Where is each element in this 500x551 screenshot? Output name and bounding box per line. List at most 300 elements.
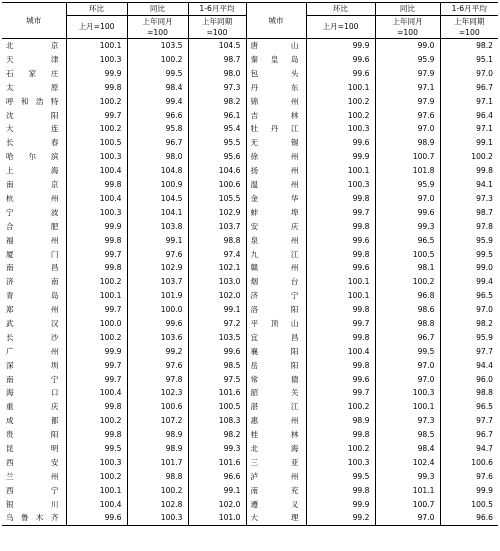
city-name-right: 徐州 xyxy=(246,150,306,164)
mom-value-right: 100.3 xyxy=(306,178,375,192)
city-name-left: 深圳 xyxy=(2,358,66,372)
city-name-right: 岳阳 xyxy=(246,358,306,372)
avg-value-right: 97.1 xyxy=(476,96,493,106)
yoy-value-left: 95.8 xyxy=(127,122,188,136)
mom-value-left: 100.2 xyxy=(66,470,127,484)
table-row xyxy=(2,372,498,386)
yoy-value-left: 98.9 xyxy=(127,442,188,456)
yoy-value-left: 103.8 xyxy=(127,220,188,234)
avg-column-header-left: 1-6月平均 xyxy=(188,3,246,16)
yoy-value-left: 99.5 xyxy=(127,67,188,81)
yoy-value-left: 99.2 xyxy=(127,345,188,359)
avg-value-right: 98.8 xyxy=(476,388,493,398)
city-name-left: 重庆 xyxy=(2,400,66,414)
yoy-value-right: 101.1 xyxy=(375,484,440,498)
yoy-value-right: 100.5 xyxy=(375,247,440,261)
city-name-left: 银川 xyxy=(2,497,66,511)
mom-value-right: 98.9 xyxy=(306,414,375,428)
table-row xyxy=(2,289,498,303)
avg-value-right: 97.1 xyxy=(476,124,493,134)
table-row xyxy=(2,470,498,484)
avg-value-right: 96.0 xyxy=(476,374,493,384)
table-row xyxy=(2,261,498,275)
city-name-right: 北海 xyxy=(246,442,306,456)
avg-value-right: 100.6 xyxy=(471,457,493,467)
avg-value-left: 97.2 xyxy=(188,317,246,331)
table-row xyxy=(2,414,498,428)
city-name-right: 湛江 xyxy=(246,400,306,414)
table-row xyxy=(2,331,498,345)
mom-value-left: 100.3 xyxy=(66,206,127,220)
table-row xyxy=(2,95,498,109)
avg-value-left: 104.6 xyxy=(188,164,246,178)
mom-base-left: 上月=100 xyxy=(66,16,127,39)
yoy-value-right: 96.8 xyxy=(375,289,440,303)
avg-value-left: 97.4 xyxy=(188,247,246,261)
yoy-value-left: 101.7 xyxy=(127,456,188,470)
table-row xyxy=(2,400,498,414)
city-name-left: 长春 xyxy=(2,136,66,150)
yoy-value-right: 101.8 xyxy=(375,164,440,178)
mom-value-right: 99.8 xyxy=(306,247,375,261)
mom-value-right: 99.6 xyxy=(306,67,375,81)
yoy-value-left: 103.5 xyxy=(127,39,188,53)
city-name-right: 温州 xyxy=(246,178,306,192)
city-name-right: 烟台 xyxy=(246,275,306,289)
yoy-value-right: 100.7 xyxy=(375,497,440,511)
city-name-left: 济南 xyxy=(2,275,66,289)
avg-value-right: 96.4 xyxy=(476,110,493,120)
avg-value-left: 101.0 xyxy=(188,511,246,525)
city-name-left: 贵阳 xyxy=(2,428,66,442)
mom-value-right: 100.3 xyxy=(306,456,375,470)
yoy-value-right: 98.6 xyxy=(375,303,440,317)
yoy-value-left: 98.0 xyxy=(127,150,188,164)
mom-value-left: 99.8 xyxy=(66,233,127,247)
yoy-value-right: 97.9 xyxy=(375,95,440,109)
avg-value-right: 99.5 xyxy=(476,249,493,259)
city-name-right: 牡丹江 xyxy=(246,122,306,136)
mom-value-left: 99.6 xyxy=(66,511,127,525)
mom-value-left: 100.2 xyxy=(66,122,127,136)
mom-value-right: 100.1 xyxy=(306,289,375,303)
table-row xyxy=(2,164,498,178)
city-name-left: 郑州 xyxy=(2,303,66,317)
mom-value-right: 100.2 xyxy=(306,95,375,109)
table-row xyxy=(2,386,498,400)
yoy-value-right: 96.7 xyxy=(375,331,440,345)
mom-value-left: 100.3 xyxy=(66,150,127,164)
city-name-left: 呼和浩特 xyxy=(2,95,66,109)
yoy-value-right: 99.0 xyxy=(375,39,440,53)
yoy-value-left: 100.6 xyxy=(127,400,188,414)
mom-value-right: 99.2 xyxy=(306,511,375,525)
house-price-index-table xyxy=(2,2,498,526)
avg-value-right: 94.7 xyxy=(476,443,493,453)
mom-value-left: 99.7 xyxy=(66,372,127,386)
mom-value-right: 99.9 xyxy=(306,150,375,164)
avg-value-right: 98.2 xyxy=(476,41,493,51)
mom-value-right: 99.8 xyxy=(306,428,375,442)
yoy-value-right: 97.1 xyxy=(375,81,440,95)
avg-value-left: 100.6 xyxy=(188,178,246,192)
mom-value-right: 100.1 xyxy=(306,275,375,289)
city-name-left: 乌鲁木齐 xyxy=(2,511,66,525)
yoy-value-left: 96.7 xyxy=(127,136,188,150)
city-name-right: 锦州 xyxy=(246,95,306,109)
city-name-left: 成都 xyxy=(2,414,66,428)
mom-value-right: 100.2 xyxy=(306,442,375,456)
city-name-right: 九江 xyxy=(246,247,306,261)
avg-value-left: 99.1 xyxy=(188,484,246,498)
avg-value-left: 101.6 xyxy=(188,456,246,470)
avg-value-right: 99.4 xyxy=(476,277,493,287)
avg-value-left: 95.5 xyxy=(188,136,246,150)
yoy-value-right: 99.5 xyxy=(375,345,440,359)
mom-value-right: 99.8 xyxy=(306,192,375,206)
avg-value-left: 101.6 xyxy=(188,386,246,400)
avg-value-right: 97.6 xyxy=(476,471,493,481)
avg-value-left: 104.5 xyxy=(188,39,246,53)
mom-value-left: 99.8 xyxy=(66,428,127,442)
city-name-right: 蚌埠 xyxy=(246,206,306,220)
mom-value-left: 99.8 xyxy=(66,178,127,192)
table-row xyxy=(2,497,498,511)
table-row xyxy=(2,122,498,136)
city-name-right: 泸州 xyxy=(246,470,306,484)
yoy-value-right: 99.6 xyxy=(375,206,440,220)
yoy-value-right: 97.0 xyxy=(375,511,440,525)
avg-value-left: 97.3 xyxy=(188,81,246,95)
table-row xyxy=(2,81,498,95)
avg-base-right-1: 上年同期 xyxy=(440,16,498,28)
avg-value-left: 102.0 xyxy=(188,497,246,511)
avg-value-left: 99.6 xyxy=(188,345,246,359)
city-name-right: 南充 xyxy=(246,484,306,498)
city-name-left: 南京 xyxy=(2,178,66,192)
table-row xyxy=(2,317,498,331)
city-name-right: 泉州 xyxy=(246,233,306,247)
mom-value-right: 100.2 xyxy=(306,108,375,122)
mom-value-right: 100.4 xyxy=(306,345,375,359)
avg-value-left: 103.5 xyxy=(188,331,246,345)
city-name-left: 青岛 xyxy=(2,289,66,303)
table-row xyxy=(2,303,498,317)
mom-value-left: 99.5 xyxy=(66,442,127,456)
table-row xyxy=(2,150,498,164)
avg-value-left: 98.0 xyxy=(188,67,246,81)
city-name-right: 扬州 xyxy=(246,164,306,178)
avg-value-right: 98.7 xyxy=(476,207,493,217)
city-name-left: 大连 xyxy=(2,122,66,136)
mom-base-right: 上月=100 xyxy=(306,16,375,39)
city-name-right: 安庆 xyxy=(246,220,306,234)
city-name-right: 大理 xyxy=(246,511,306,525)
yoy-value-left: 99.4 xyxy=(127,95,188,109)
city-name-left: 西宁 xyxy=(2,484,66,498)
mom-value-left: 99.9 xyxy=(66,345,127,359)
yoy-value-right: 98.5 xyxy=(375,428,440,442)
avg-base-left-1: 上年同期 xyxy=(188,16,246,28)
mom-value-left: 100.2 xyxy=(66,275,127,289)
mom-value-right: 99.6 xyxy=(306,372,375,386)
avg-value-left: 100.5 xyxy=(188,400,246,414)
city-name-right: 包头 xyxy=(246,67,306,81)
mom-value-left: 99.7 xyxy=(66,358,127,372)
mom-value-left: 100.4 xyxy=(66,386,127,400)
mom-value-right: 99.6 xyxy=(306,53,375,67)
avg-value-right: 95.1 xyxy=(476,55,493,65)
avg-value-right: 95.9 xyxy=(476,332,493,342)
mom-value-right: 99.7 xyxy=(306,386,375,400)
yoy-value-right: 95.9 xyxy=(375,53,440,67)
city-name-right: 三亚 xyxy=(246,456,306,470)
mom-value-left: 99.8 xyxy=(66,81,127,95)
avg-value-left: 98.5 xyxy=(188,358,246,372)
yoy-value-right: 98.4 xyxy=(375,442,440,456)
city-name-right: 济宁 xyxy=(246,289,306,303)
yoy-value-left: 100.2 xyxy=(127,53,188,67)
yoy-value-right: 97.3 xyxy=(375,414,440,428)
mom-value-right: 99.7 xyxy=(306,317,375,331)
yoy-value-left: 100.3 xyxy=(127,511,188,525)
yoy-value-right: 97.0 xyxy=(375,372,440,386)
city-name-right: 无锡 xyxy=(246,136,306,150)
mom-value-right: 99.8 xyxy=(306,220,375,234)
yoy-value-left: 107.2 xyxy=(127,414,188,428)
mom-value-right: 100.2 xyxy=(306,400,375,414)
city-name-left: 北京 xyxy=(2,39,66,53)
avg-base-right-2: =100 xyxy=(440,27,498,39)
mom-value-left: 99.9 xyxy=(66,220,127,234)
city-name-left: 海口 xyxy=(2,386,66,400)
table-row xyxy=(2,136,498,150)
city-column-header-left: 城市 xyxy=(2,3,66,39)
mom-value-left: 99.7 xyxy=(66,303,127,317)
avg-value-right: 99.8 xyxy=(476,166,493,176)
avg-value-left: 103.0 xyxy=(188,275,246,289)
mom-value-right: 99.9 xyxy=(306,39,375,53)
yoy-value-left: 97.6 xyxy=(127,358,188,372)
city-name-right: 吉林 xyxy=(246,108,306,122)
mom-value-left: 99.8 xyxy=(66,400,127,414)
avg-value-right: 99.9 xyxy=(476,485,493,495)
mom-value-left: 99.8 xyxy=(66,261,127,275)
avg-value-left: 98.2 xyxy=(188,428,246,442)
mom-value-left: 100.2 xyxy=(66,414,127,428)
city-name-left: 合肥 xyxy=(2,220,66,234)
yoy-value-left: 98.9 xyxy=(127,428,188,442)
table-row xyxy=(2,456,498,470)
avg-value-left: 97.5 xyxy=(188,372,246,386)
mom-column-header-left: 环比 xyxy=(66,3,127,16)
avg-value-left: 102.0 xyxy=(188,289,246,303)
avg-value-right: 100.2 xyxy=(471,152,493,162)
mom-column-header-right: 环比 xyxy=(306,3,375,16)
mom-value-right: 99.8 xyxy=(306,331,375,345)
yoy-value-right: 100.2 xyxy=(375,275,440,289)
table-row xyxy=(2,428,498,442)
yoy-value-right: 97.6 xyxy=(375,108,440,122)
yoy-value-left: 98.4 xyxy=(127,81,188,95)
mom-value-left: 100.2 xyxy=(66,331,127,345)
mom-value-right: 99.6 xyxy=(306,136,375,150)
city-name-left: 石家庄 xyxy=(2,67,66,81)
table-row xyxy=(2,247,498,261)
yoy-value-left: 96.6 xyxy=(127,108,188,122)
yoy-value-right: 99.3 xyxy=(375,220,440,234)
city-name-left: 兰州 xyxy=(2,470,66,484)
yoy-base-right-2: =100 xyxy=(375,27,440,39)
avg-value-right: 97.0 xyxy=(476,68,493,78)
table-row xyxy=(2,67,498,81)
yoy-column-header-right: 同比 xyxy=(375,3,440,16)
table-row xyxy=(2,358,498,372)
avg-value-left: 102.1 xyxy=(188,261,246,275)
city-name-right: 桂林 xyxy=(246,428,306,442)
mom-value-left: 100.1 xyxy=(66,39,127,53)
table-row xyxy=(2,484,498,498)
yoy-value-right: 98.8 xyxy=(375,317,440,331)
table-row xyxy=(2,345,498,359)
city-name-left: 广州 xyxy=(2,345,66,359)
city-column-header-right: 城市 xyxy=(246,3,306,39)
avg-value-right: 96.5 xyxy=(476,291,493,301)
avg-value-right: 100.5 xyxy=(471,499,493,509)
table-row xyxy=(2,178,498,192)
yoy-base-right-1: 上年同月 xyxy=(375,16,440,28)
city-name-right: 宜昌 xyxy=(246,331,306,345)
city-name-left: 沈阳 xyxy=(2,108,66,122)
yoy-value-left: 99.1 xyxy=(127,233,188,247)
mom-value-left: 99.7 xyxy=(66,247,127,261)
mom-value-right: 99.6 xyxy=(306,233,375,247)
yoy-value-left: 104.5 xyxy=(127,192,188,206)
mom-value-right: 99.6 xyxy=(306,261,375,275)
yoy-value-left: 103.7 xyxy=(127,275,188,289)
city-name-right: 丹东 xyxy=(246,81,306,95)
mom-value-left: 100.4 xyxy=(66,164,127,178)
mom-value-right: 99.9 xyxy=(306,497,375,511)
avg-value-left: 95.4 xyxy=(188,122,246,136)
yoy-value-right: 100.1 xyxy=(375,400,440,414)
avg-value-right: 97.3 xyxy=(476,193,493,203)
table-row xyxy=(2,206,498,220)
yoy-value-left: 99.6 xyxy=(127,317,188,331)
mom-value-right: 99.8 xyxy=(306,484,375,498)
mom-value-left: 99.7 xyxy=(66,108,127,122)
yoy-value-left: 100.2 xyxy=(127,484,188,498)
yoy-value-right: 97.9 xyxy=(375,67,440,81)
avg-value-right: 94.4 xyxy=(476,360,493,370)
mom-value-right: 100.1 xyxy=(306,81,375,95)
table-row xyxy=(2,39,498,53)
city-name-left: 哈尔滨 xyxy=(2,150,66,164)
city-name-right: 赣州 xyxy=(246,261,306,275)
city-name-left: 福州 xyxy=(2,233,66,247)
avg-value-right: 97.7 xyxy=(476,416,493,426)
yoy-value-right: 100.7 xyxy=(375,150,440,164)
avg-value-right: 97.7 xyxy=(476,346,493,356)
yoy-column-header-left: 同比 xyxy=(127,3,188,16)
avg-value-left: 99.3 xyxy=(188,442,246,456)
city-name-right: 秦皇岛 xyxy=(246,53,306,67)
mom-value-left: 100.5 xyxy=(66,136,127,150)
avg-value-left: 98.7 xyxy=(188,53,246,67)
mom-value-left: 100.4 xyxy=(66,192,127,206)
avg-value-left: 99.1 xyxy=(188,303,246,317)
table-row xyxy=(2,511,498,525)
mom-value-left: 100.1 xyxy=(66,289,127,303)
yoy-value-right: 102.4 xyxy=(375,456,440,470)
table-row xyxy=(2,442,498,456)
avg-value-right: 96.5 xyxy=(476,402,493,412)
city-name-right: 唐山 xyxy=(246,39,306,53)
mom-value-right: 99.8 xyxy=(306,303,375,317)
avg-value-left: 103.7 xyxy=(188,220,246,234)
mom-value-left: 100.0 xyxy=(66,317,127,331)
mom-value-left: 100.2 xyxy=(66,95,127,109)
yoy-value-left: 102.9 xyxy=(127,261,188,275)
mom-value-right: 99.7 xyxy=(306,206,375,220)
city-name-left: 西安 xyxy=(2,456,66,470)
city-name-right: 洛阳 xyxy=(246,303,306,317)
table-row xyxy=(2,275,498,289)
yoy-value-left: 102.3 xyxy=(127,386,188,400)
yoy-value-right: 95.9 xyxy=(375,178,440,192)
yoy-value-left: 104.1 xyxy=(127,206,188,220)
yoy-value-left: 97.8 xyxy=(127,372,188,386)
avg-value-right: 99.0 xyxy=(476,263,493,273)
city-name-right: 遵义 xyxy=(246,497,306,511)
yoy-value-right: 97.0 xyxy=(375,122,440,136)
yoy-value-left: 104.8 xyxy=(127,164,188,178)
city-name-right: 惠州 xyxy=(246,414,306,428)
yoy-value-left: 101.9 xyxy=(127,289,188,303)
yoy-base-left-1: 上年同月 xyxy=(127,16,188,28)
table-row xyxy=(2,192,498,206)
yoy-value-right: 100.3 xyxy=(375,386,440,400)
yoy-value-right: 99.3 xyxy=(375,470,440,484)
city-name-left: 太原 xyxy=(2,81,66,95)
city-name-right: 金华 xyxy=(246,192,306,206)
table-row xyxy=(2,233,498,247)
avg-value-right: 96.7 xyxy=(476,82,493,92)
avg-value-right: 95.9 xyxy=(476,235,493,245)
city-name-left: 上海 xyxy=(2,164,66,178)
yoy-value-left: 103.6 xyxy=(127,331,188,345)
yoy-value-right: 96.5 xyxy=(375,233,440,247)
city-name-left: 天津 xyxy=(2,53,66,67)
city-name-left: 昆明 xyxy=(2,442,66,456)
mom-value-right: 100.1 xyxy=(306,164,375,178)
avg-value-right: 99.1 xyxy=(476,138,493,148)
mom-value-left: 100.3 xyxy=(66,53,127,67)
city-name-left: 武汉 xyxy=(2,317,66,331)
yoy-value-right: 97.0 xyxy=(375,358,440,372)
yoy-value-left: 102.8 xyxy=(127,497,188,511)
avg-value-right: 98.2 xyxy=(476,318,493,328)
avg-value-right: 97.8 xyxy=(476,221,493,231)
avg-value-right: 97.0 xyxy=(476,305,493,315)
city-name-left: 厦门 xyxy=(2,247,66,261)
avg-value-left: 102.9 xyxy=(188,206,246,220)
mom-value-left: 100.1 xyxy=(66,484,127,498)
city-name-left: 宁波 xyxy=(2,206,66,220)
city-name-left: 南宁 xyxy=(2,372,66,386)
avg-value-left: 98.8 xyxy=(188,233,246,247)
avg-value-right: 94.1 xyxy=(476,180,493,190)
